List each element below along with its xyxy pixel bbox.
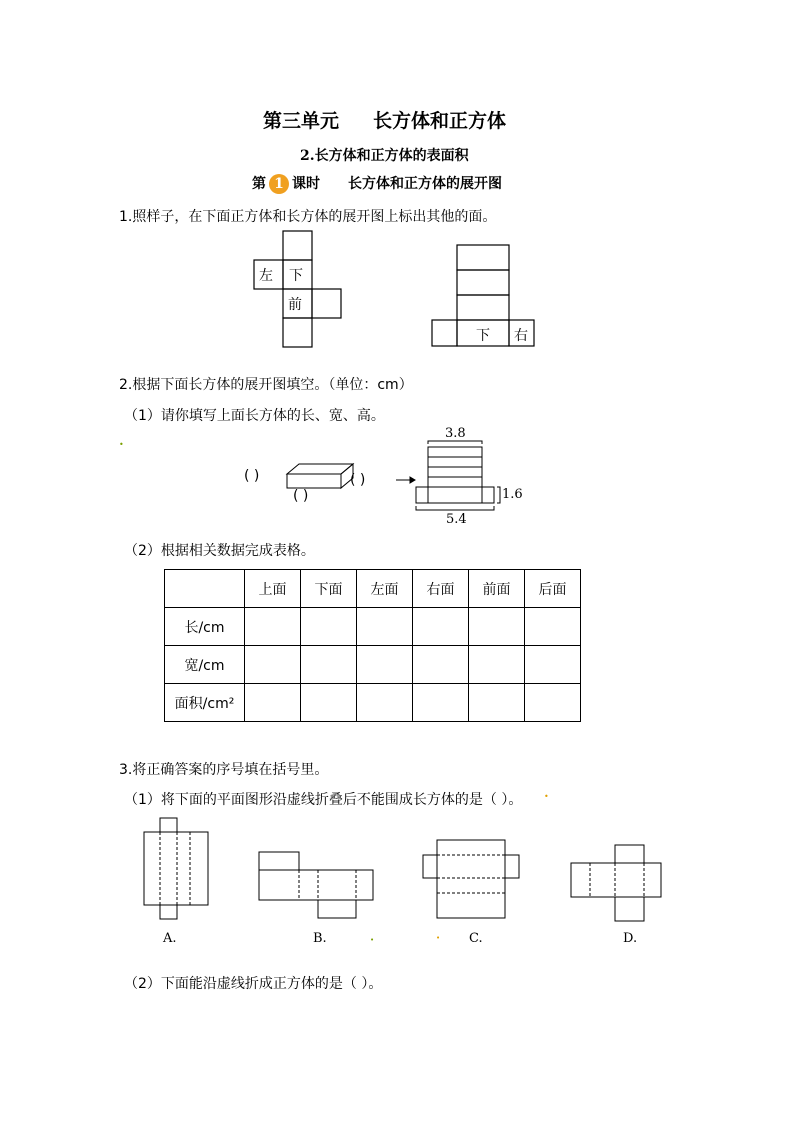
table-header-cell: 后面	[525, 570, 581, 608]
lesson-number-badge: 1	[269, 174, 289, 194]
table-header-cell: 下面	[301, 570, 357, 608]
cube-label-left: 左	[259, 268, 273, 284]
stray-dot: •	[370, 936, 375, 944]
blank-length[interactable]: ( )	[244, 468, 260, 484]
table-header-cell: 左面	[357, 570, 413, 608]
q3-text: 3.将正确答案的序号填在括号里。	[119, 762, 329, 778]
option-c-label: C.	[469, 931, 483, 946]
cube-label-front: 前	[288, 297, 302, 313]
row-label: 宽/cm	[165, 646, 245, 684]
blank-height[interactable]: ( )	[350, 472, 366, 488]
blank-width[interactable]: ( )	[293, 488, 309, 504]
q3-part1: （1）将下面的平面图形沿虚线折叠后不能围成长方体的是（ ）。	[124, 792, 523, 808]
unit-title: 第三单元 长方体和正方体	[263, 110, 507, 132]
q1-text: 1.照样子，在下面正方体和长方体的展开图上标出其他的面。	[119, 209, 497, 225]
dim-bottom-label: 5.4	[446, 512, 467, 527]
row-label: 长/cm	[165, 608, 245, 646]
q2-part2: （2）根据相关数据完成表格。	[124, 543, 315, 559]
dim-right-label: 1.6	[502, 487, 523, 502]
cuboid-label-right: 右	[514, 328, 528, 344]
option-d-label: D.	[623, 931, 638, 946]
cube-label-bottom: 下	[289, 268, 303, 284]
section-title: 2.长方体和正方体的表面积	[300, 148, 469, 164]
stray-dot: •	[119, 440, 124, 449]
option-b-label: B.	[313, 931, 327, 946]
table-header-cell: 右面	[413, 570, 469, 608]
q2-text: 2.根据下面长方体的展开图填空。（单位：cm）	[119, 377, 413, 393]
q3-part2: （2）下面能沿虚线折成正方体的是（ ）。	[124, 976, 383, 992]
stray-dot: •	[436, 934, 441, 942]
lesson-title: 第 1 课时 长方体和正方体的展开图	[252, 176, 502, 192]
stray-dot: •	[544, 792, 549, 801]
row-label: 面积/cm²	[165, 684, 245, 722]
option-a-label: A.	[163, 931, 177, 946]
table-header-cell: 前面	[469, 570, 525, 608]
cuboid-label-bottom: 下	[476, 328, 490, 344]
table-header-cell: 上面	[245, 570, 301, 608]
q2-part1: （1）请你填写上面长方体的长、宽、高。	[124, 408, 385, 424]
dim-top-label: 3.8	[445, 426, 466, 441]
